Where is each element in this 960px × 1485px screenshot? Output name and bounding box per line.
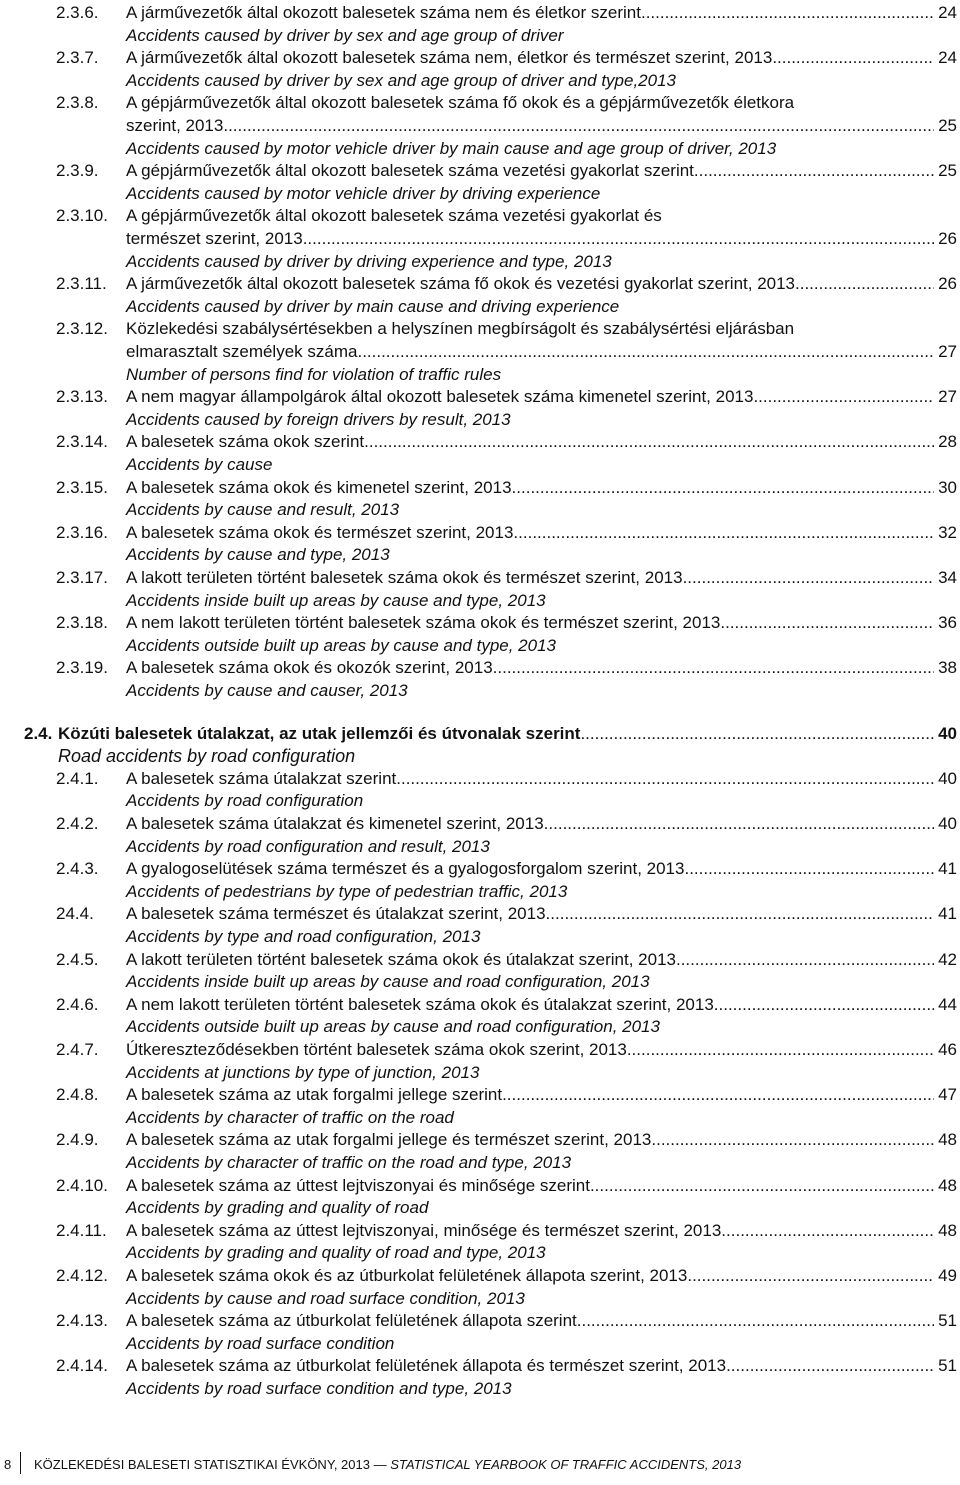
toc-entry-english-title: Accidents by road configuration <box>126 791 364 811</box>
toc-entry-number: 2.4.6. <box>56 994 99 1014</box>
toc-page-number: 48 <box>938 1220 957 1240</box>
toc-dot-leader <box>513 522 934 545</box>
toc-dot-leader <box>546 903 935 926</box>
toc-entry-title-first-line: Közlekedési szabálysértésekben a helyszínen megbírságolt és szabálysértési eljárásban <box>126 319 795 339</box>
toc-entry-body <box>126 657 957 702</box>
toc-entry-body <box>126 1220 957 1265</box>
toc-page-number: 27 <box>938 387 957 407</box>
toc-entry-title: Közúti balesetek útalakzat, az utak jellemzői és útvonalak szerint <box>58 723 581 743</box>
toc-entry-title: szerint, 2013 <box>126 115 224 135</box>
toc-dot-leader <box>493 657 934 680</box>
toc-entry-title: A balesetek száma útalakzat és kimenetel szerint, 2013 <box>126 814 544 833</box>
toc-entry-title: Útkereszteződésekben történt balesetek száma okok szerint, 2013 <box>126 1040 627 1059</box>
toc-page-number: 38 <box>938 658 957 678</box>
toc-entry-body <box>126 386 957 431</box>
toc-page-number: 26 <box>938 228 957 248</box>
toc-entry-title: A balesetek száma okok és az útburkolat felületének állapota szerint, 2013 <box>126 1266 688 1285</box>
toc-dot-leader <box>687 1265 934 1288</box>
toc-entry-body <box>126 273 957 318</box>
toc-entry-title: A járművezetők által okozott balesetek száma nem, életkor és természet szerint, 2013 <box>126 48 773 68</box>
toc-entry-english-title: Accidents by character of traffic on the road <box>126 1107 454 1127</box>
toc-entry-title: A nem lakott területen történt balesetek száma okok és útalakzat szerint, 2013 <box>126 994 714 1014</box>
toc-entry-number: 2.4.12. <box>56 1266 108 1285</box>
toc-entry-title-first-line: A gépjárművezetők által okozott balesetek száma vezetési gyakorlat és <box>126 206 662 226</box>
toc-entry-number: 2.3.18. <box>56 613 108 633</box>
toc-entry-number: 2.3.14. <box>56 432 108 452</box>
toc-entry-title: A balesetek száma okok és természet szerint, 2013 <box>126 522 514 542</box>
toc-entry-title-line <box>126 522 957 545</box>
toc-entry-english-title: Accidents by grading and quality of road and type, 2013 <box>126 1243 546 1263</box>
toc-entry-title: A gyalogoselütések száma természet és a gyalogosforgalom szerint, 2013 <box>126 859 685 879</box>
toc-entry-title-line <box>126 567 957 590</box>
footer-divider <box>20 1452 21 1474</box>
toc-entry-title-line <box>126 612 957 635</box>
toc-entry-english-title: Accidents caused by driver by sex and age group of driver and type,2013 <box>126 70 677 90</box>
toc-entry-english-title: Accidents caused by driver by driving experience and type, 2013 <box>126 251 612 271</box>
toc-entry-body <box>126 1175 957 1220</box>
toc-dot-leader <box>753 386 934 409</box>
toc-entry-title: A balesetek száma okok szerint <box>126 432 365 452</box>
toc-entry-body <box>126 160 957 205</box>
toc-entry-number: 2.3.16. <box>56 522 108 542</box>
toc-entry-title: A balesetek száma természet és útalakzat szerint, 2013 <box>126 904 546 924</box>
toc-entry-title-line <box>126 47 957 70</box>
toc-entry-number: 2.3.19. <box>56 658 108 678</box>
toc-entry-title-line <box>126 1265 957 1288</box>
toc-entry-number: 2.3.7. <box>56 48 99 68</box>
toc-entry-body <box>126 1265 957 1310</box>
toc-entry-title-first-line: A gépjárművezetők által okozott balesetek száma fő okok és a gépjárművezetők életkora <box>126 93 795 113</box>
toc-entry-english-title: Accidents by cause and result, 2013 <box>126 500 400 520</box>
toc-page-number: 36 <box>938 613 957 633</box>
toc-entry-number: 2.3.17. <box>56 568 108 587</box>
toc-entry-number: 2.3.10. <box>56 206 108 226</box>
toc-dot-leader <box>357 341 934 364</box>
toc-entry-title-line <box>126 115 957 138</box>
toc-entry-english-title: Accidents outside built up areas by cause and type, 2013 <box>126 635 557 655</box>
toc-entry-title-line <box>126 768 957 791</box>
toc-dot-leader <box>795 273 934 296</box>
toc-entry-title-line <box>126 477 957 500</box>
toc-page-number: 34 <box>938 568 957 587</box>
toc-entry-english-title: Accidents by cause and road surface condition, 2013 <box>126 1288 525 1308</box>
toc-entry-body <box>126 92 957 160</box>
toc-page-number: 27 <box>938 341 957 361</box>
toc-entry-english-title: Accidents by character of traffic on the road and type, 2013 <box>126 1152 572 1172</box>
toc-page-number: 41 <box>938 859 957 879</box>
toc-entry-title-line <box>126 1129 957 1152</box>
toc-entry-title-line <box>126 813 957 836</box>
footer-page-number: 8 <box>4 1457 12 1472</box>
toc-entry-body <box>126 2 957 47</box>
toc-dot-leader <box>303 228 934 251</box>
toc-page-number: 41 <box>938 904 957 924</box>
toc-entry-english-title: Accidents by grading and quality of road <box>126 1198 429 1218</box>
toc-entry-english-title: Road accidents by road configuration <box>58 746 356 767</box>
toc-entry-english-title: Accidents by cause and type, 2013 <box>126 545 390 565</box>
toc-page-number: 44 <box>938 994 957 1014</box>
toc-entry-english-title: Accidents by road surface condition and type, 2013 <box>126 1378 512 1398</box>
toc-entry-title-line <box>126 1175 957 1198</box>
toc-entry-english-title: Accidents caused by driver by main cause and driving experience <box>126 296 620 316</box>
toc-entry-number: 2.4.8. <box>56 1085 99 1105</box>
toc-entry-number: 2.4. <box>24 723 53 743</box>
toc-page-number: 46 <box>938 1040 957 1059</box>
toc-entry-body <box>126 768 957 813</box>
toc-entry-title-line <box>126 386 957 409</box>
toc-entry-number: 24.4. <box>56 904 94 924</box>
toc-dot-leader <box>726 1355 934 1378</box>
toc-entry-title-line <box>126 160 957 183</box>
toc-entry-body <box>126 318 957 386</box>
toc-entry-english-title: Accidents at junctions by type of junction, 2013 <box>126 1062 480 1082</box>
toc-dot-leader <box>544 813 934 836</box>
toc-entry-title: A balesetek száma az úttest lejtviszonyai, minősége és természet szerint, 2013 <box>126 1220 722 1240</box>
toc-entry-body <box>126 1084 957 1129</box>
toc-entry-title: A balesetek száma okok és kimenetel szerint, 2013 <box>126 477 512 497</box>
toc-dot-leader <box>720 612 934 635</box>
toc-entry-body <box>126 47 957 92</box>
toc-entry-title-line <box>126 1039 957 1062</box>
toc-dot-leader <box>721 1220 934 1243</box>
toc-dot-leader <box>396 768 934 791</box>
toc-entry-title-line <box>126 1084 957 1107</box>
toc-entry-title: A lakott területen történt balesetek száma okok és útalakzat szerint, 2013 <box>126 949 676 969</box>
toc-page-number: 24 <box>938 48 957 68</box>
toc-entry-number: 2.4.5. <box>56 949 99 969</box>
toc-dot-leader <box>223 115 934 138</box>
toc-entry-title: A balesetek száma az utak forgalmi jellege szerint <box>126 1085 503 1105</box>
toc-entry-number: 2.4.2. <box>56 814 99 833</box>
toc-dot-leader <box>772 47 934 70</box>
toc-entry-title-line <box>126 228 957 251</box>
toc-entry-english-title: Accidents by cause <box>126 454 273 474</box>
toc-entry-number: 2.3.15. <box>56 477 108 497</box>
toc-page-number: 25 <box>938 161 957 181</box>
toc-page-number: 40 <box>938 723 957 743</box>
toc-entry-title-line <box>126 273 957 296</box>
toc-entry-body <box>126 522 957 567</box>
toc-entry-title-line <box>126 949 957 972</box>
toc-entry-english-title: Number of persons find for violation of traffic rules <box>126 364 502 384</box>
toc-dot-leader <box>714 994 934 1017</box>
toc-page-number: 26 <box>938 274 957 294</box>
toc-entry-number: 2.4.13. <box>56 1311 108 1331</box>
toc-entry-title: A balesetek száma okok és okozók szerint, 2013 <box>126 658 493 678</box>
toc-entry-title: A gépjárművezetők által okozott balesetek száma vezetési gyakorlat szerint <box>126 161 694 181</box>
toc-entry-number: 2.4.10. <box>56 1175 108 1195</box>
toc-dot-leader <box>683 567 935 590</box>
toc-page-number: 40 <box>938 814 957 833</box>
toc-entry-title: A járművezetők által okozott balesetek száma nem és életkor szerint <box>126 3 641 22</box>
toc-entry-body <box>126 477 957 522</box>
toc-entry-number: 2.3.12. <box>56 319 108 339</box>
toc-entry-english-title: Accidents caused by driver by sex and age group of driver <box>126 25 564 45</box>
toc-page-number: 24 <box>938 3 957 22</box>
toc-entry-number: 2.3.13. <box>56 387 108 407</box>
toc-entry-title-line <box>126 858 957 881</box>
toc-page-number: 47 <box>938 1085 957 1105</box>
toc-entry-number: 2.4.3. <box>56 859 99 879</box>
toc-entry-title: A balesetek száma az úttest lejtviszonyai és minősége szerint <box>126 1175 590 1195</box>
toc-entry-number: 2.4.14. <box>56 1356 108 1376</box>
toc-entry-number: 2.4.9. <box>56 1130 99 1150</box>
toc-entry-title-line <box>58 723 957 746</box>
toc-entry-title: elmarasztalt személyek száma <box>126 341 358 361</box>
toc-entry-body <box>126 1355 957 1400</box>
toc-page-number: 42 <box>938 949 957 969</box>
toc-entry-title: A balesetek száma az útburkolat felületének állapota szerint <box>126 1311 577 1331</box>
toc-entry-english-title: Accidents caused by foreign drivers by result, 2013 <box>126 409 511 429</box>
toc-entry-title-line <box>126 431 957 454</box>
toc-entry-title-line <box>126 994 957 1017</box>
toc-entry-title-line <box>126 657 957 680</box>
toc-page-number: 49 <box>938 1266 957 1285</box>
toc-entry-english-title: Accidents by type and road configuration, 2013 <box>126 926 481 946</box>
toc-entry-title-line <box>126 1220 957 1243</box>
toc-dot-leader <box>684 858 934 881</box>
toc-dot-leader <box>577 1310 934 1333</box>
toc-page-number: 51 <box>938 1356 957 1376</box>
toc-dot-leader <box>580 723 934 746</box>
toc-dot-leader <box>512 477 935 500</box>
toc-entry-title-line <box>126 1310 957 1333</box>
toc-entry-title: A nem magyar állampolgárok által okozott balesetek száma kimenetel szerint, 2013 <box>126 387 754 407</box>
toc-page-number: 51 <box>938 1311 957 1331</box>
toc-entry-number: 2.4.11. <box>56 1220 107 1240</box>
toc-dot-leader <box>641 2 934 25</box>
toc-entry-number: 2.3.9. <box>56 161 99 181</box>
toc-entry-title-line <box>126 1355 957 1378</box>
toc-page-number: 32 <box>938 522 957 542</box>
toc-entry-body <box>126 858 957 903</box>
toc-dot-leader <box>627 1039 934 1062</box>
toc-page-number: 25 <box>938 115 957 135</box>
toc-entry-body <box>126 994 957 1039</box>
toc-entry-title: A lakott területen történt balesetek száma okok és természet szerint, 2013 <box>126 568 683 587</box>
toc-entry-english-title: Accidents by road configuration and result, 2013 <box>126 836 490 856</box>
toc-entry-body <box>126 431 957 476</box>
toc-entry-body <box>126 1039 957 1084</box>
toc-dot-leader <box>364 431 934 454</box>
toc-entry-title: A nem lakott területen történt balesetek száma okok és természet szerint, 2013 <box>126 613 721 633</box>
footer-title <box>34 1454 741 1477</box>
toc-entry-body <box>126 949 957 994</box>
toc-dot-leader <box>676 949 934 972</box>
toc-entry-english-title: Accidents caused by motor vehicle driver by driving experience <box>126 183 601 203</box>
toc-entry-body <box>58 723 957 768</box>
toc-dot-leader <box>694 160 934 183</box>
toc-entry-body <box>126 567 957 612</box>
footer-dash: — <box>373 1457 387 1472</box>
toc-dot-leader <box>651 1129 934 1152</box>
footer-title-hu: KÖZLEKEDÉSI BALESETI STATISZTIKAI ÉVKÖNY, 2013 <box>34 1457 370 1472</box>
toc-entry-title-line <box>126 903 957 926</box>
toc-dot-leader <box>590 1175 934 1198</box>
toc-entry-number: 2.4.7. <box>56 1040 99 1059</box>
toc-entry-title-line <box>126 2 957 25</box>
toc-entry-number: 2.3.11. <box>56 274 107 294</box>
toc-entry-english-title: Accidents inside built up areas by cause and road configuration, 2013 <box>126 972 650 992</box>
toc-entry-english-title: Accidents outside built up areas by cause and road configuration, 2013 <box>126 1017 660 1037</box>
footer-title-en: STATISTICAL YEARBOOK OF TRAFFIC ACCIDENTS, 2013 <box>390 1457 742 1472</box>
toc-entry-title-line <box>126 341 957 364</box>
page-footer <box>0 1446 960 1480</box>
toc-entry-title: A balesetek száma útalakzat szerint <box>126 768 397 788</box>
toc-entry-body <box>126 1129 957 1174</box>
toc-entry-english-title: Accidents by cause and causer, 2013 <box>126 680 408 700</box>
toc-page-number: 48 <box>938 1175 957 1195</box>
toc-entry-number: 2.3.8. <box>56 93 99 113</box>
toc-dot-leader <box>502 1084 934 1107</box>
toc-entry-body <box>126 612 957 657</box>
toc-entry-body <box>126 205 957 273</box>
toc-entry-title: természet szerint, 2013 <box>126 228 303 248</box>
toc-entry-english-title: Accidents of pedestrians by type of pedestrian traffic, 2013 <box>126 881 568 901</box>
toc-entry-body <box>126 813 957 858</box>
toc-entry-english-title: Accidents inside built up areas by cause and type, 2013 <box>126 590 546 610</box>
toc-page-number: 28 <box>938 432 957 452</box>
toc-entry-title: A járművezetők által okozott balesetek száma fő okok és vezetési gyakorlat szerint, 2013 <box>126 274 796 294</box>
toc-entry-number: 2.3.6. <box>56 3 99 22</box>
toc-page-number: 48 <box>938 1130 957 1150</box>
toc-entry-title: A balesetek száma az útburkolat felületének állapota és természet szerint, 2013 <box>126 1356 727 1376</box>
toc-page-number: 30 <box>938 477 957 497</box>
toc-entry-english-title: Accidents by road surface condition <box>126 1333 395 1353</box>
toc-entry-body <box>126 903 957 948</box>
toc-entry-body <box>126 1310 957 1355</box>
toc-page-number: 40 <box>938 768 957 788</box>
toc-entry-title: A balesetek száma az utak forgalmi jellege és természet szerint, 2013 <box>126 1130 652 1150</box>
toc-entry-english-title: Accidents caused by motor vehicle driver by main cause and age group of driver, 2013 <box>126 138 777 158</box>
toc-entry-number: 2.4.1. <box>56 768 99 788</box>
